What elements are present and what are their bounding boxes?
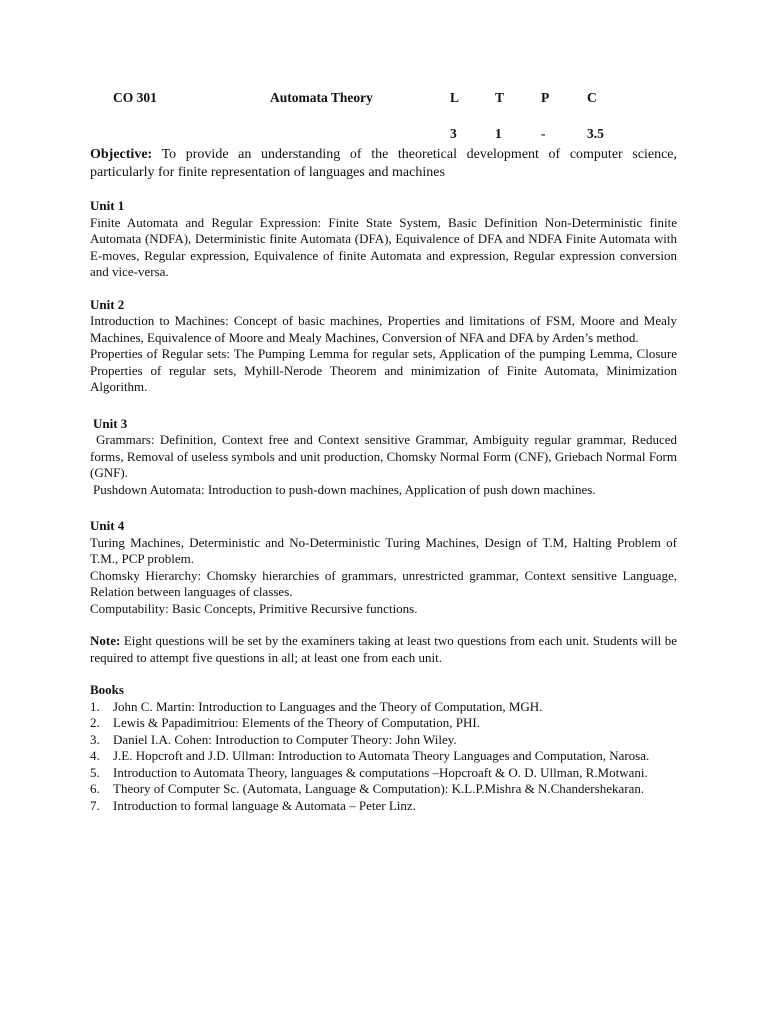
credit-header-l: L — [450, 90, 460, 105]
book-number: 2. — [90, 715, 100, 730]
course-title: Automata Theory — [270, 90, 373, 105]
book-number: 6. — [90, 781, 100, 796]
book-text: John C. Martin: Introduction to Languages and the Theory of Computation, MGH. — [113, 698, 543, 714]
exam-note — [90, 633, 677, 666]
book-number: 4. — [90, 748, 100, 763]
objective-label: Objective: — [90, 147, 153, 162]
credit-header-c: C — [587, 90, 597, 105]
book-item — [90, 715, 677, 732]
credit-header-t: T — [495, 90, 505, 105]
unit-title: Unit 4 — [90, 518, 125, 533]
unit-title: Unit 1 — [90, 198, 125, 213]
book-item — [90, 732, 677, 749]
book-item — [90, 781, 677, 798]
book-item — [90, 798, 677, 815]
book-number: 7. — [90, 797, 100, 813]
unit-title: Unit 2 — [90, 296, 125, 312]
books-section — [90, 682, 677, 814]
course-code: CO 301 — [113, 90, 157, 105]
book-number: 5. — [90, 764, 100, 780]
book-text: Introduction to formal language & Automata – Peter Linz. — [113, 797, 416, 813]
course-header-row — [90, 90, 677, 110]
unit-paragraph: Introduction to Machines: Concept of basic machines, Properties and limitations of FSM, Moore and Mealy Machines, Equivalence of Moore and Mealy Machines, Conversion of NFA and DFA by Arden’s method. — [90, 313, 677, 345]
unit-paragraph: Chomsky Hierarchy: Chomsky hierarchies of grammars, unrestricted grammar, Context sensitive Language, Relation between languages of classes. — [90, 567, 677, 599]
credit-value-l: 3 — [450, 126, 457, 141]
unit-paragraph: Turing Machines, Deterministic and No-Deterministic Turing Machines, Design of T.M, Halting Problem of T.M., PCP problem. — [90, 534, 677, 566]
book-text: Introduction to Automata Theory, languages & computations –Hopcroaft & O. D. Ullman, R.Motwani. — [113, 764, 648, 780]
book-number: 1. — [90, 698, 100, 714]
unit-title: Unit 3 — [93, 415, 128, 431]
objective — [90, 146, 677, 182]
unit-paragraph: Properties of Regular sets: The Pumping Lemma for regular sets, Application of the pumping Lemma, Closure Properties of regular sets, Myhill-Nerode Theorem and minimization of Finite Automata, Minimization Algorithm. — [90, 346, 677, 394]
note-text: Eight questions will be set by the examiners taking at least two questions from each unit. Students will be required to attempt five questions in all; at least one from each unit. — [90, 633, 678, 665]
book-text: J.E. Hopcroft and J.D. Ullman: Introduction to Automata Theory Languages and Computation, Narosa. — [113, 748, 650, 763]
syllabus-page — [90, 90, 677, 814]
book-text: Lewis & Papadimitriou: Elements of the Theory of Computation, PHI. — [113, 715, 480, 730]
books-title: Books — [90, 682, 124, 697]
book-number: 3. — [90, 731, 100, 747]
book-list — [90, 699, 677, 815]
objective-text: To provide an understanding of the theoretical development of computer science, particularly for finite representation of languages and machines — [90, 147, 678, 180]
unit-3 — [90, 416, 677, 499]
credit-header-p: P — [541, 90, 550, 105]
unit-paragraph: Pushdown Automata: Introduction to push-down machines, Application of push down machines. — [93, 481, 596, 497]
note-label: Note: — [90, 633, 121, 648]
unit-paragraph: Grammars: Definition, Context free and Context sensitive Grammar, Ambiguity regular grammar, Reduced forms, Removal of useless symbols and unit production, Chomsky Normal Form (CNF), Griebach Normal Form (GNF). — [90, 432, 677, 480]
unit-1 — [90, 198, 677, 281]
unit-paragraph: Finite Automata and Regular Expression: Finite State System, Basic Definition Non-Deterministic finite Automata (NDFA), Deterministic finite Automata (DFA), Equivalence of DFA and NDFA Finite Automata with E-moves, Regular expression, Equivalence of finite Automata and expression, Regular expression conversion and vice-versa. — [90, 214, 677, 279]
book-item — [90, 765, 677, 782]
credit-values-row — [90, 126, 677, 146]
unit-paragraph: Computability: Basic Concepts, Primitive Recursive functions. — [90, 600, 418, 616]
credit-value-c: 3.5 — [587, 126, 604, 141]
credit-value-t: 1 — [495, 126, 502, 141]
book-item — [90, 699, 677, 716]
unit-4 — [90, 518, 677, 617]
book-text: Theory of Computer Sc. (Automata, Language & Computation): K.L.P.Mishra & N.Chandershekaran. — [113, 781, 645, 796]
book-item — [90, 748, 677, 765]
unit-2 — [90, 297, 677, 396]
credit-value-p: - — [541, 126, 546, 141]
book-text: Daniel I.A. Cohen: Introduction to Computer Theory: John Wiley. — [113, 731, 457, 747]
